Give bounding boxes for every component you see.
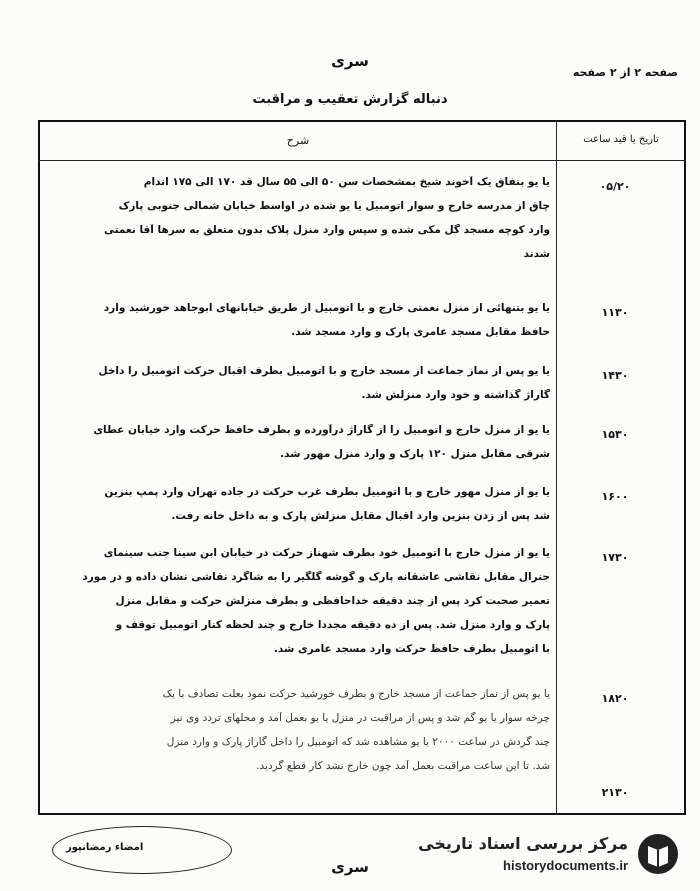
entry-line: چرخه سوار یا یو گم شد و پس از مراقبت در منزل یا یو بعمل آمد و محلهای تردد وی نیز bbox=[170, 712, 550, 724]
entry-line: چند گردش در ساعت ۲۰۰۰ یا یو مشاهده شد که اتومبیل را داخل گاراژ پارک و وارد منزل bbox=[166, 736, 550, 748]
entry-line: حافظ مقابل مسجد عامری پارک و وارد مسجد شد. bbox=[291, 326, 550, 338]
header-rule bbox=[38, 160, 686, 161]
entry-line: پارک و وارد منزل شد. پس از ده دقیقه مجدداً خارج و چند لحظه کنار اتومبیل توقف و bbox=[115, 619, 550, 631]
entry-line: شرقی مقابل منزل ۱۲۰ پارک و وارد منزل مهور شد. bbox=[280, 448, 550, 460]
entry-line: یا یو پس از نماز جماعت از مسجد خارج و با اتومبیل بطرف اقبال حرکت اتومبیل را داخل bbox=[98, 365, 550, 377]
entry-time: ۱۸۲۰ bbox=[601, 692, 629, 705]
entry-line: یا یو بتنهائی از منزل نعمتی خارج و با اتومبیل از طریق خیابانهای ابوجاهد خورشید وارد bbox=[103, 302, 550, 314]
entry-line: شدند bbox=[523, 248, 550, 260]
classification-top: سری bbox=[331, 52, 369, 70]
page-indicator: صفحه ۲ از ۲ صفحه bbox=[572, 66, 678, 79]
entry-line: با اتومبیل بطرف حافظ حرکت وارد مسجد عامری شد. bbox=[273, 643, 550, 655]
watermark-site: historydocuments.ir bbox=[503, 858, 628, 873]
entry-line: یا یو از منزل خارج و اتومبیل را از گاراژ درآورده و بطرف حافظ حرکت وارد خیابان عطای bbox=[93, 424, 550, 436]
entry-line: شد پس از زدن بنزین وارد اقبال مقابل منزلش پارک و به داخل خانه رفت. bbox=[171, 510, 550, 522]
entry-time: ۱۷۳۰ bbox=[601, 551, 629, 564]
entry-line: وارد کوچه مسجد گل مکی شده و سپس وارد منزل پلاک بدون متعلق به سرها آقا نعمتی bbox=[103, 224, 550, 236]
entry-time: ۰۵/۲۰ bbox=[599, 180, 631, 193]
entry-line: چاق از مدرسه خارج و سوار اتومبیل یا یو شده در اواسط خیابان شمالی جنوبی پارک bbox=[118, 200, 550, 212]
entry-time: ۱۵۳۰ bbox=[601, 428, 629, 441]
entry-line: یا یو پس از نماز جماعت از مسجد خارج و بطرف خورشید حرکت نمود بعلت تصادف با یک bbox=[162, 688, 550, 700]
entry-line: یا یو بتفاق یک آخوند شیخ بمشخصات سن ۵۰ الی ۵۵ سال قد ۱۷۰ الی ۱۷۵ اندام bbox=[143, 176, 550, 188]
watermark bbox=[394, 830, 684, 882]
watermark-title: مرکز بررسی اسناد تاریخی bbox=[418, 834, 628, 853]
book-emblem-icon bbox=[636, 832, 680, 876]
entry-line: یا یو از منزل خارج با اتومبیل خود بطرف شهناز حرکت در خیابان ابن سینا جنب سینمای bbox=[103, 547, 550, 559]
signature-text: امضاء رمضانپور bbox=[66, 842, 144, 853]
entry-time-end: ۲۱۳۰ bbox=[601, 786, 629, 799]
entry-time: ۱۶۰۰ bbox=[601, 490, 629, 503]
entry-time: ۱۱۳۰ bbox=[601, 306, 629, 319]
column-divider bbox=[556, 120, 557, 815]
entry-line: جنرال مقابل نقاشی عاشقانه پارک و گوشه گلگیر را به شاگرد نقاشی نشان داده و در مورد bbox=[82, 571, 550, 583]
column-header-date: تاریخ یا قید ساعت bbox=[583, 134, 659, 145]
entry-time: ۱۴۳۰ bbox=[601, 369, 629, 382]
report-title: دنباله گزارش تعقیب و مراقبت bbox=[252, 92, 448, 107]
entry-line: گاراژ گذاشته و خود وارد منزلش شد. bbox=[361, 389, 550, 401]
entry-line: شد. تا این ساعت مراقبت بعمل آمد چون خارج نشد کار قطع گردید. bbox=[256, 760, 550, 772]
entry-line: تعمیر صحبت کرد پس از چند دقیقه خداحافظی و بطرف منزلش حرکت و مقابل منزل bbox=[115, 595, 550, 607]
column-header-description: شرح bbox=[286, 134, 310, 147]
classification-bottom: سری bbox=[331, 858, 369, 876]
entry-line: یا یو از منزل مهور خارج و با اتومبیل بطرف غرب حرکت در جاده تهران وارد پمپ بنزین bbox=[104, 486, 550, 498]
